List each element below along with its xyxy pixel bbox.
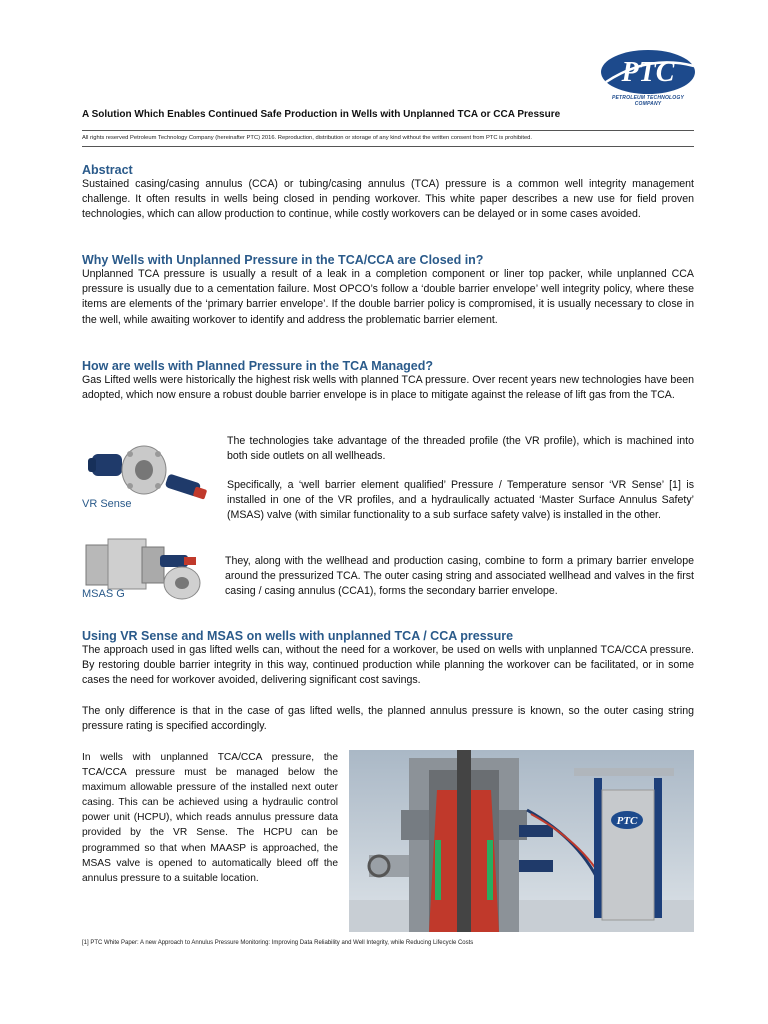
- how-para4: They, along with the wellhead and production casing, combine to form a primary barrier envelope around the pressurized TCA. The outer casing string and associated wellhead and valves in the first casing / casing annulus (CCA1), forms the secondary barrier envelope.: [225, 555, 694, 598]
- logo-subtitle: PETROLEUM TECHNOLOGY COMPANY: [611, 95, 685, 107]
- why-section: [82, 253, 694, 328]
- using-para2: The only difference is that in the case of gas lifted wells, the planned annulus pressure is known, so the outer casing string pressure rating is specified accordingly.: [82, 705, 694, 733]
- how-heading: How are wells with Planned Pressure in the TCA Managed?: [82, 359, 434, 373]
- divider: [82, 146, 694, 147]
- using-heading: Using VR Sense and MSAS on wells with unplanned TCA / CCA pressure: [82, 629, 514, 643]
- how-para3-block: [227, 478, 694, 524]
- msas-label: MSAS G: [82, 588, 125, 600]
- abstract-body: Sustained casing/casing annulus (CCA) or tubing/casing annulus (TCA) pressure is a common well integrity management challenge. It often results in wells being closed in pending workover. This white paper describes a new use for field proven technologies, which can allow production to continue, while costly workovers can be delayed or in some cases avoided.: [82, 178, 694, 221]
- divider: [82, 130, 694, 131]
- how-para2-block: [227, 434, 694, 464]
- using-para3-block: [82, 750, 338, 886]
- how-para2: The technologies take advantage of the threaded profile (the VR profile), which is machined into both side outlets on all wellheads.: [227, 435, 694, 463]
- how-para3: Specifically, a ‘well barrier element qualified’ Pressure / Temperature sensor ‘VR Sense’ [1] is installed in one of the VR profiles, and a hydraulically actuated ‘Master Surface Annulus Safety’ (MSAS) valve (with similar functionality to a sub surface safety valve) is installed in the other.: [227, 479, 694, 522]
- using-section: [82, 629, 694, 689]
- abstract-section: [82, 163, 694, 223]
- using-para2-block: [82, 704, 694, 734]
- how-body: Gas Lifted wells were historically the highest risk wells with planned TCA pressure. Over recent years new technologies have been adopted, which now ensure a robust double barrier envelope is in place to mitigate against the release of lift gas from the TCA.: [82, 374, 694, 402]
- footnote: [1] PTC White Paper: A new Approach to Annulus Pressure Monitoring: Improving Data Reliability and Well Integrity, while Reducing Lifecycle Costs: [82, 940, 474, 946]
- how-para4-block: [225, 554, 694, 600]
- abstract-heading: Abstract: [82, 163, 133, 177]
- wellhead-hcpu-image: [349, 750, 694, 932]
- copyright-notice: All rights reserved Petroleum Technology Company (hereinafter PTC) 2016. Reproduction, distribution or storage of any kind without the written consent from PTC is prohibited.: [82, 135, 533, 141]
- why-heading: Why Wells with Unplanned Pressure in the TCA/CCA are Closed in?: [82, 253, 484, 267]
- logo-text: PTC: [621, 57, 675, 88]
- using-para3: In wells with unplanned TCA/CCA pressure, the TCA/CCA pressure must be managed below the maximum allowable pressure of the installed next outer casing. This can be achieved using a hydraulic control power unit (HCPU), which reads annulus pressure data provided by the VR Sense. The HCPU can be programmed so that when MAASP is approached, the MSAS valve is opened to automatically bleed off the annulus pressure to a suitable location.: [82, 752, 338, 884]
- cabinet-logo-text: PTC: [616, 815, 638, 827]
- using-body: The approach used in gas lifted wells can, without the need for a workover, be used on wells with unplanned TCA/CCA pressure. By restoring double barrier integrity in this way, continued production while planning the workover can be facilitated, or in some cases the need for workover avoided, delivering significant cost savings.: [82, 644, 694, 687]
- page-title: A Solution Which Enables Continued Safe Production in Wells with Unplanned TCA or CCA Pressure: [82, 109, 561, 120]
- how-section: [82, 359, 694, 403]
- vr-sense-label: VR Sense: [82, 498, 132, 510]
- why-body: Unplanned TCA pressure is usually a result of a leak in a completion component or liner top packer, while unplanned CCA pressure is usually due to a cementation failure. Most OPCO’s follow a ‘double barrier envelope’ well integrity policy, where these items are elements of the ‘primary barrier envelope’. If the double barrier policy is compromised, it is usually necessary to close in the well, while awaiting workover to identify and address the problematic barrier element.: [82, 268, 694, 326]
